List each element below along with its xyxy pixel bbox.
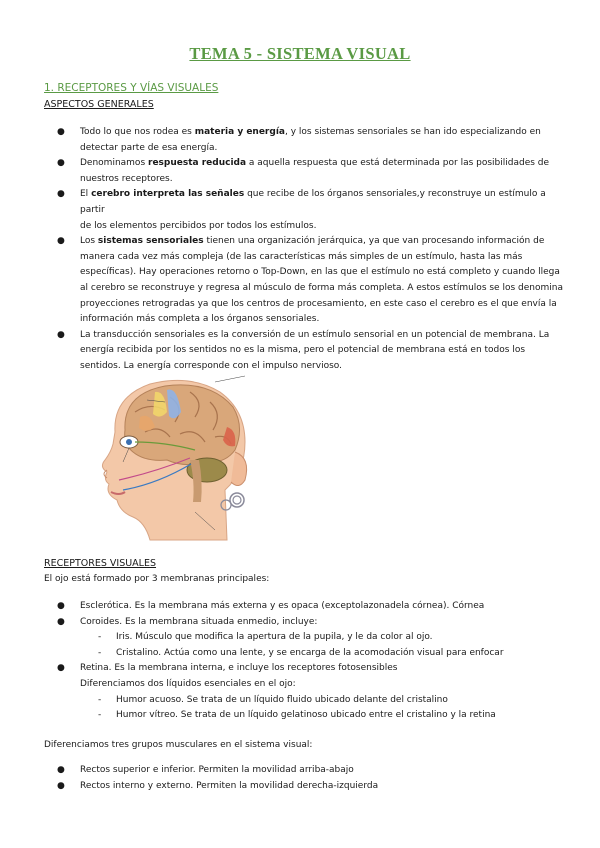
- text: Cristalino. Actúa como una lente, y se encarga de la acomodación visual para enfocar: [116, 647, 504, 658]
- list-item: [44, 779, 564, 795]
- list-item: [44, 125, 564, 156]
- text: Esclerótica. Es la membrana más externa y es opaca (exceptolazonadela córnea). Córnea: [80, 601, 485, 611]
- bold-text: materia y energía: [194, 127, 285, 137]
- bullet-icon: ●: [57, 329, 65, 340]
- text: tienen una organización jerárquica, ya que van procesando información de: [203, 236, 545, 247]
- text: específicas). Hay operaciones retorno o Top-Down, en las que el estímulo no está completo y cuando llega: [80, 267, 560, 278]
- text: Iris. Músculo que modifica la apertura de la pupila, y le da color al ojo.: [116, 632, 433, 643]
- receptores-intro: El ojo está formado por 3 membranas principales:: [44, 574, 270, 584]
- document-title: TEMA 5 - SISTEMA VISUAL: [189, 44, 411, 63]
- dash-icon: -: [98, 647, 102, 658]
- text: Todo lo que nos rodea es: [80, 127, 195, 137]
- text: El: [80, 189, 92, 200]
- list-item: [44, 615, 564, 662]
- text: a aquella respuesta que está determinada por las posibilidades de: [246, 158, 550, 169]
- bullet-icon: ●: [57, 189, 65, 200]
- membranas-list: [44, 599, 564, 724]
- text: Los: [80, 236, 98, 247]
- text: proyecciones retrogradas ya que los centros de procesamiento, en este caso el cerebro es el que envía la: [80, 298, 557, 309]
- bullet-icon: ●: [57, 663, 65, 674]
- text: La transducción sensoriales es la conversión de un estímulo sensorial en un potencial de membrana. La: [80, 329, 550, 340]
- text: que recibe de los órganos sensoriales,y reconstruye un estímulo a partir: [80, 189, 546, 215]
- list-item: [44, 328, 564, 375]
- dash-icon: -: [98, 694, 102, 705]
- bullet-icon: ●: [57, 616, 65, 627]
- bold-text: cerebro interpreta las señales: [91, 189, 245, 200]
- text: Rectos superior e inferior. Permiten la movilidad arriba-abajo: [80, 765, 354, 775]
- sub-item: [80, 630, 564, 646]
- text: Diferenciamos dos líquidos esenciales en el ojo:: [80, 678, 296, 689]
- text: de los elementos percibidos por todos los estímulos.: [80, 220, 317, 231]
- bullet-icon: ●: [57, 601, 65, 611]
- text: al cerebro se reconstruye y regresa al músculo de forma más completa. A estos estímulos se los denomina: [80, 282, 563, 293]
- brain-illustration: [95, 372, 255, 542]
- dash-icon: -: [98, 710, 102, 721]
- bold-text: sistemas sensoriales: [97, 236, 204, 247]
- bold-text: respuesta reducida: [148, 158, 247, 169]
- aspectos-list: [44, 125, 564, 375]
- text: , y los sistemas sensoriales se han ido especializando en: [284, 127, 541, 137]
- text: Rectos interno y externo. Permiten la movilidad derecha-izquierda: [80, 780, 379, 791]
- list-item: [44, 187, 564, 234]
- text: nuestros receptores.: [80, 173, 173, 184]
- text: información más completa a los órganos sensoriales.: [80, 314, 320, 325]
- bullet-icon: ●: [57, 780, 65, 791]
- dash-icon: -: [98, 632, 102, 643]
- list-item: [44, 763, 564, 779]
- list-item: [44, 661, 564, 723]
- list-item: [44, 599, 564, 615]
- bullet-icon: ●: [57, 127, 65, 137]
- text: Coroides. Es la membrana situada enmedio, incluye:: [80, 616, 318, 627]
- list-item: [44, 156, 564, 187]
- bullet-icon: ●: [57, 236, 65, 247]
- text: manera cada vez más compleja (de las características más simples de un estímulo, hasta las más: [80, 251, 523, 262]
- text: energía recibida por los sentidos no es la misma, pero el potencial de membrana está en todos los: [80, 345, 526, 356]
- sub-item: [80, 708, 564, 724]
- text: Humor acuoso. Se trata de un líquido fluido ubicado delante del cristalino: [116, 694, 448, 705]
- text: detectar parte de esa energía.: [80, 142, 218, 153]
- subheading-receptores: RECEPTORES VISUALES: [44, 558, 157, 569]
- musculos-intro: Diferenciamos tres grupos musculares en el sistema visual:: [44, 740, 313, 750]
- bullet-icon: ●: [57, 158, 65, 169]
- sub-item: [80, 646, 564, 662]
- list-item: [44, 234, 564, 328]
- text: Retina. Es la membrana interna, e incluye los receptores fotosensibles: [80, 663, 398, 674]
- section-heading: 1. RECEPTORES Y VÍAS VISUALES: [44, 82, 219, 94]
- sub-item: [80, 693, 564, 709]
- bullet-icon: ●: [57, 765, 65, 775]
- text: Denominamos: [80, 158, 148, 169]
- musculos-list: [44, 763, 564, 794]
- text: Humor vítreo. Se trata de un líquido gelatinoso ubicado entre el cristalino y la retina: [116, 710, 496, 721]
- text: sentidos. La energía corresponde con el impulso nervioso.: [80, 360, 342, 371]
- subheading-aspectos: ASPECTOS GENERALES: [44, 99, 154, 110]
